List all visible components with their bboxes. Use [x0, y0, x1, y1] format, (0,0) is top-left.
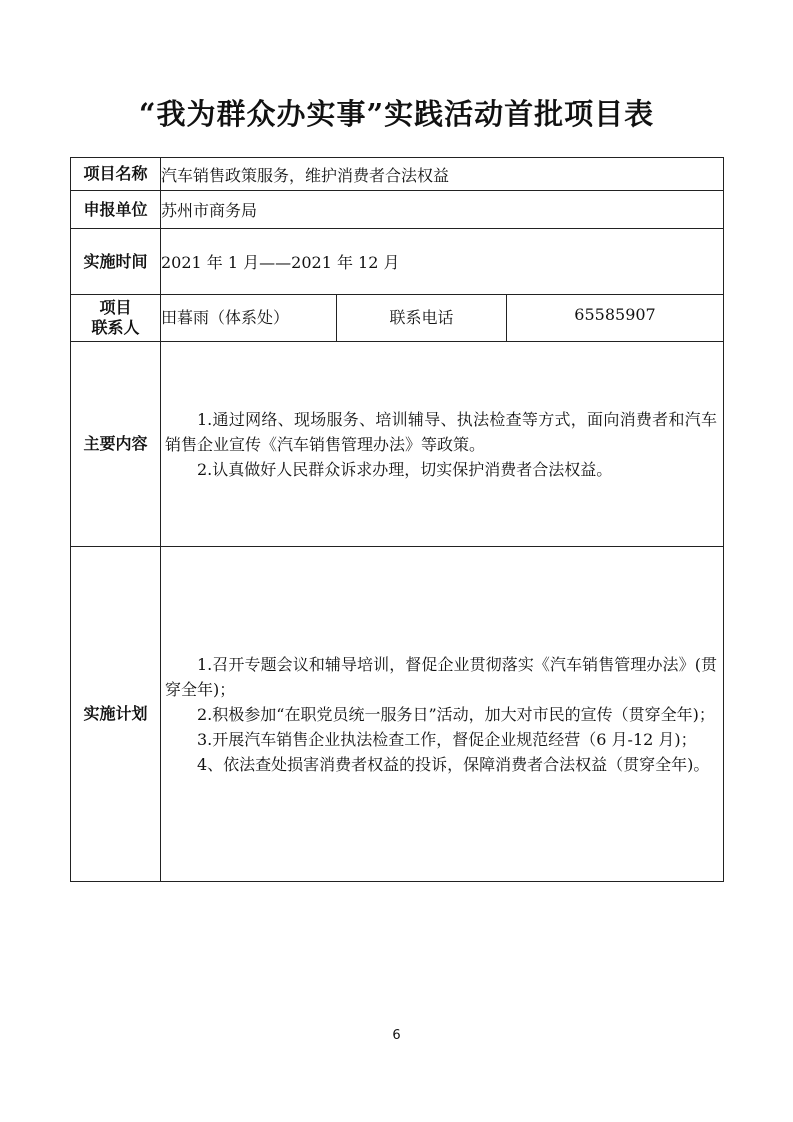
content-body — [161, 342, 724, 547]
phone-value: 65585907 — [507, 295, 724, 342]
content-item: 2.认真做好人民群众诉求办理，切实保护消费者合法权益。 — [197, 459, 613, 479]
plan-item: 2.积极参加“在职党员统一服务日”活动，加大对市民的宣传（贯穿全年)； — [197, 704, 715, 724]
project-name-value: 汽车销售政策服务，维护消费者合法权益 — [161, 158, 724, 191]
content-item: 1.通过网络、现场服务、培训辅导、执法检查等方式，面向消费者和汽车销售企业宣传《汽车销售管理办法》等政策。 — [165, 409, 718, 454]
row-applicant — [71, 191, 724, 229]
contact-label-line1: 项目 — [99, 298, 132, 317]
plan-item: 3.开展汽车销售企业执法检查工作，督促企业规范经营（6 月-12 月)； — [197, 729, 697, 749]
row-project-name — [71, 158, 724, 191]
period-label: 实施时间 — [71, 229, 161, 295]
project-name-label: 项目名称 — [71, 158, 161, 191]
phone-label: 联系电话 — [337, 295, 507, 342]
row-period — [71, 229, 724, 295]
plan-item: 4、依法查处损害消费者权益的投诉，保障消费者合法权益（贯穿全年)。 — [197, 754, 710, 774]
document-title: “我为群众办实事”实践活动首批项目表 — [138, 97, 655, 131]
content-label: 主要内容 — [71, 342, 161, 547]
plan-item: 1.召开专题会议和辅导培训，督促企业贯彻落实《汽车销售管理办法》(贯穿全年)； — [165, 654, 718, 699]
project-table — [70, 157, 724, 882]
row-plan — [71, 547, 724, 882]
contact-person: 田暮雨（体系处） — [161, 295, 337, 342]
contact-label — [71, 295, 161, 342]
row-content — [71, 342, 724, 547]
applicant-value: 苏州市商务局 — [161, 191, 724, 229]
row-contact — [71, 295, 724, 342]
period-value: 2021 年 1 月——2021 年 12 月 — [161, 229, 724, 295]
page-number: 6 — [392, 1028, 401, 1043]
plan-body — [161, 547, 724, 882]
applicant-label: 申报单位 — [71, 191, 161, 229]
contact-label-line2: 联系人 — [91, 318, 140, 337]
plan-label: 实施计划 — [71, 547, 161, 882]
